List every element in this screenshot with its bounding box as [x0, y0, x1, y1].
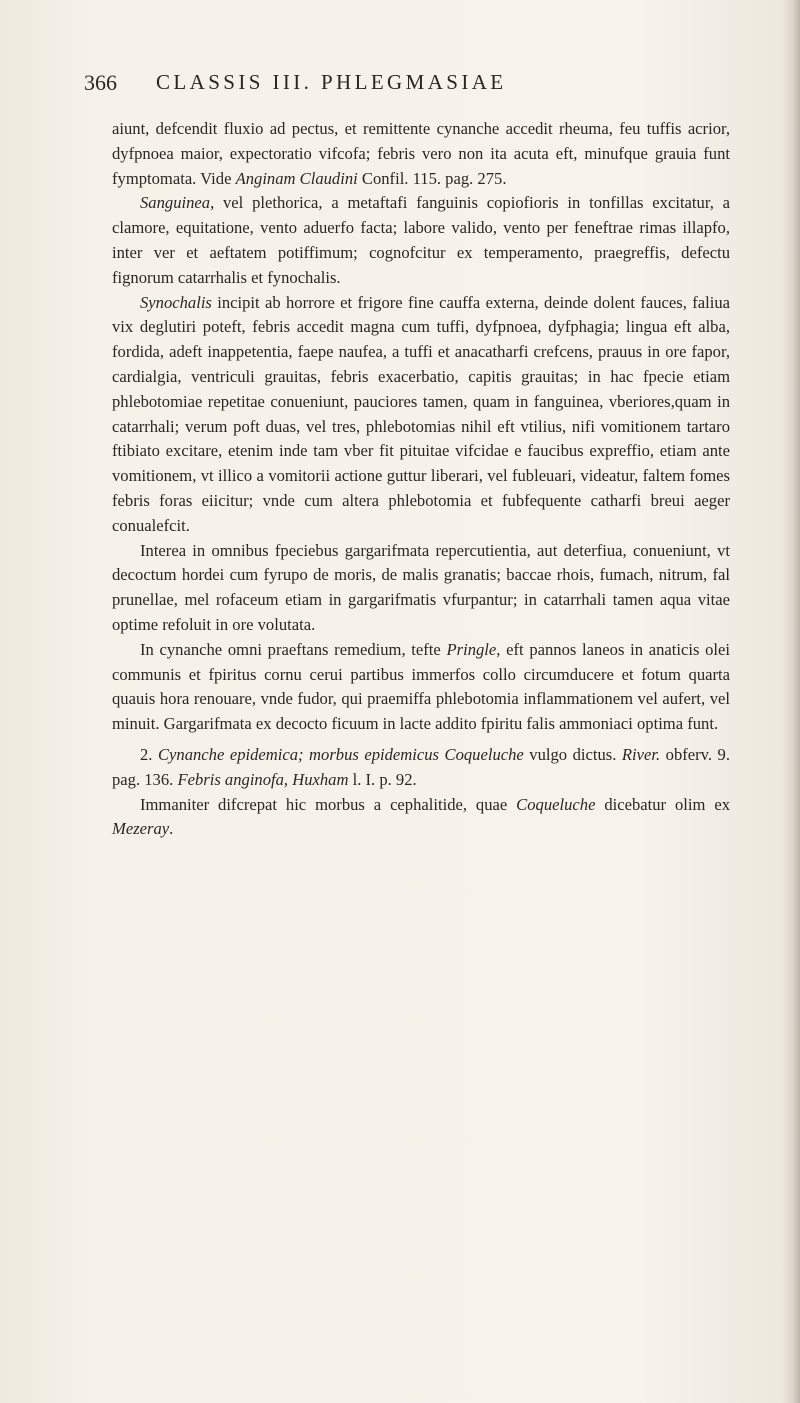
paragraph-immaniter [112, 793, 730, 843]
italic-term: Sanguinea [140, 193, 211, 213]
italic-author: Mezeray [112, 819, 170, 839]
page-number: 366 [84, 70, 117, 95]
paragraph-gargarismata [112, 539, 730, 638]
text-run: Confil. 115. pag. 275. [357, 168, 507, 188]
text-run: . [169, 819, 174, 839]
italic-reference: Anginam Claudini [235, 168, 358, 188]
italic-author: Pringle [446, 639, 497, 659]
text-run: vulgo dictus. [523, 744, 622, 764]
italic-reference: Febris anginofa, Huxham [177, 769, 349, 789]
text-run: aiunt, defcendit fluxio ad pectus, et remittente cynanche accedit rheuma, feu tuffis acrior, dyfpnoea maior, expectoratio vifcofa; febris vero non ita acuta eft, minufque grauia funt fymptomata. Vide [112, 119, 730, 188]
text-run: Interea in omnibus fpeciebus gargarifmata repercutientia, aut deterfiua, conueniunt, vt decoctum hordei cum fyrupo de moris, de malis granatis; baccae rhois, fumach, nitrum, fal prunellae, mel rofaceum etiam in gargarifmatis vfurpantur; in catarrhali tamen aqua vitae optime refoluit in ore volutata. [112, 540, 730, 634]
section-2-heading [112, 743, 730, 793]
paragraph-continuation [112, 117, 730, 191]
page-header [84, 70, 730, 104]
text-run: , eft pannos laneos in anaticis olei communis et fpiritus cornu cerui partibus immerfos collo circumducere et fotum quarta quauis hora renouare, vnde fudor, qui praemiffa phlebotomia inflammationem vel aufert, vel minuit. Gargarifmata ex decocto ficuum in lacte addito fpiritu falis ammoniaci optima funt. [112, 639, 730, 734]
italic-term: Cynanche epidemica; morbus epidemicus Coqueluche [157, 744, 524, 764]
paragraph-remedium [112, 638, 730, 737]
paragraph-synochalis [112, 291, 730, 539]
text-run: , vel plethorica, a metaftafi fanguinis copiofioris in tonfillas excitatur, a clamore, equitatione, vento aduerfo facta; labore valido, vento per feneftrae rimas illapfo, inter ver et aeftatem potiffimum; cognofcitur ex temperamento, praegreffis, defectu fignorum catarrhalis et fynochalis. [112, 193, 730, 287]
text-run: Immaniter difcrepat hic morbus a cephalitide, quae [140, 794, 517, 814]
italic-author: River. [621, 744, 661, 764]
text-run: In cynanche omni praeftans remedium, tefte [140, 639, 447, 659]
text-run: obferv. 9. pag. 136. [112, 744, 731, 789]
running-title: CLASSIS III. PHLEGMASIAE [156, 70, 507, 94]
section-number: 2. [140, 744, 158, 764]
text-run: l. I. p. 92. [348, 769, 417, 789]
text-run: dicebatur olim ex [595, 794, 730, 814]
italic-term: Coqueluche [516, 794, 596, 814]
text-run: incipit ab horrore et frigore fine cauffa externa, deinde dolent fauces, faliua vix deglutiri poteft, febris accedit magna cum tuffi, dyfpnoea, dyfphagia; lingua eft alba, fordida, adeft inappetentia, faepe naufea, a tuffi et anacatharfi crefcens, prauus in ore fapor, cardialgia, ventriculi grauitas, febris exacerbatio, capitis grauitas; in hac fpecie etiam phlebotomiae repetitae conueniunt, pauciores tamen, quam in fanguinea, vberiores,quam in catarrhali; verum poft duas, vel tres, phlebotomias nihil eft vtilius, nifi vomitionem tartaro ftibiato excitare, etenim inde tam vber fit pituitae vifcidae e faucibus expreffio, etiam ante vomitionem, vt illico a vomitorii actione guttur liberari, vel fubleuari, videatur, faltem fomes febris foras eiicitur; vnde cum altera phlebotomia et fubfequente catharfi breui aeger conualefcit. [112, 292, 730, 535]
body-text [112, 117, 730, 842]
italic-term: Synochalis [140, 292, 212, 312]
paragraph-sanguinea [112, 191, 730, 290]
page-edge-shadow [782, 0, 800, 1403]
